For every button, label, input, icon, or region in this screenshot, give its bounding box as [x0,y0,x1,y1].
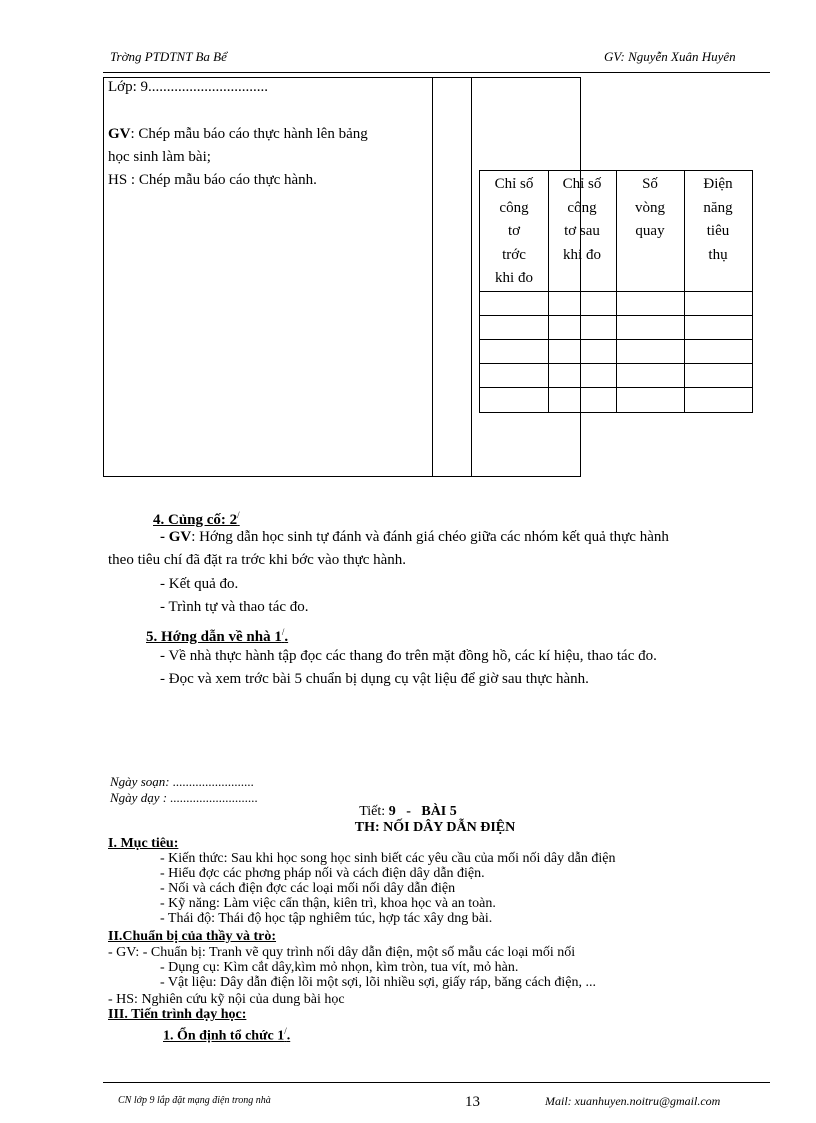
lesson-title: TH: NỐI DÂY DẪN ĐIỆN [354,820,516,835]
meter-header-before: Chỉ số công tơ trớc khi đo [494,176,534,286]
sec1-title: I. Mục tiêu: [108,836,179,851]
meter-row-line [480,315,752,316]
sec2-hs: - HS: Nghiên cứu kỹ nội của dung bài học [108,992,345,1007]
section4-gv-cont: theo tiêu chí đã đặt ra trớc khi bớc vào thực hành. [108,552,407,568]
gv-text: : Chép mẫu báo cáo thực hành lên bảng [130,126,368,142]
sec1-item: - Kỹ năng: Làm việc cẩn thận, kiên trì, khoa học và an toàn. [160,896,496,911]
section5-title: 5. Hớng dẫn về nhà 1/. [146,627,289,645]
header-school: Trờng PTDTNT Ba Bể [110,49,227,64]
sec3-sub: 1. Ổn định tổ chức 1/. [163,1026,291,1044]
sec1-list [160,851,615,926]
sec1-item: - Nối và cách điện đợc các loại mối nối dây dẫn điện [160,881,456,896]
meter-header-after: Chỉ số công tơ sau khi đo [562,176,602,263]
gv-text-cont: học sinh làm bài; [108,149,211,165]
meter-row-line [480,387,752,388]
table-divider-1 [432,78,433,476]
date-prepared: Ngày soạn: ......................... [110,774,255,789]
section5-item: - Về nhà thực hành tập đọc các thang đo trên mặt đồng hồ, các kí hiệu, thao tác đo. [160,648,657,664]
sec2-item: - Dụng cụ: Kìm cắt dây,kìm mỏ nhọn, kìm tròn, tua vít, mỏ hàn. [160,960,519,975]
lesson-dates [110,774,258,806]
meter-report-table [479,170,753,413]
lesson-period: Tiết: 9 - BÀI 5 [359,804,457,819]
section5-item: - Đọc và xem trớc bài 5 chuẩn bị dụng cụ vật liệu để giờ sau thực hành. [160,671,589,687]
hs-instruction: HS : Chép mẫu báo cáo thực hành. [108,172,317,188]
section4-item: - Kết quả đo. [160,576,239,592]
table-divider-2 [471,78,472,476]
section4-gv: - GV: Hớng dẫn học sinh tự đánh và đánh giá chéo giữa các nhóm kết quả thực hành [160,529,669,545]
sec1-item: - Hiểu đợc các phơng pháp nối và cách điện dây dẫn điện. [160,866,485,881]
footer-course: CN lớp 9 lắp đặt mạng điện trong nhà [118,1095,271,1106]
meter-row-line [480,339,752,340]
header-rule [103,72,770,73]
class-line: Lớp: 9................................ [108,79,269,95]
header-teacher: GV: Nguyễn Xuân Huyên [604,49,736,64]
page-number: 13 [465,1094,480,1110]
meter-row-line [480,363,752,364]
sec2-list [160,960,596,990]
meter-header-energy: Điện năng tiêu thụ [703,176,733,263]
sec2-gv: - GV: - Chuẩn bị: Tranh vẽ quy trình nối dây dẫn điện, một số mẫu các loại mối nối [108,945,576,960]
sec2-item: - Vật liệu: Dây dẫn điện lõi một sợi, lõi nhiều sợi, giấy ráp, băng cách điện, ... [160,975,597,990]
sec3-title: III. Tiến trình dạy học: [108,1007,247,1022]
gv-instruction [108,123,428,192]
date-taught: Ngày dạy : ........................... [110,790,259,805]
footer-rule [103,1082,770,1083]
sec2-title: II.Chuẩn bị của thầy và trò: [108,929,277,944]
meter-row-line [480,291,752,292]
meter-header-rotations: Số vòng quay [635,176,665,239]
sec1-item: - Thái độ: Thái độ học tập nghiêm túc, hợp tác xây dng bài. [160,911,493,926]
section4-item: - Trình tự và thao tác đo. [160,599,309,615]
gv-label: GV [108,126,131,142]
footer-mail: Mail: xuanhuyen.noitru@gmail.com [545,1094,721,1108]
section4-title: 4. Củng cố: 2/ [153,510,240,528]
sec1-item: - Kiến thức: Sau khi học song học sinh biết các yêu cầu của mối nối dây dẫn điện [160,851,616,866]
